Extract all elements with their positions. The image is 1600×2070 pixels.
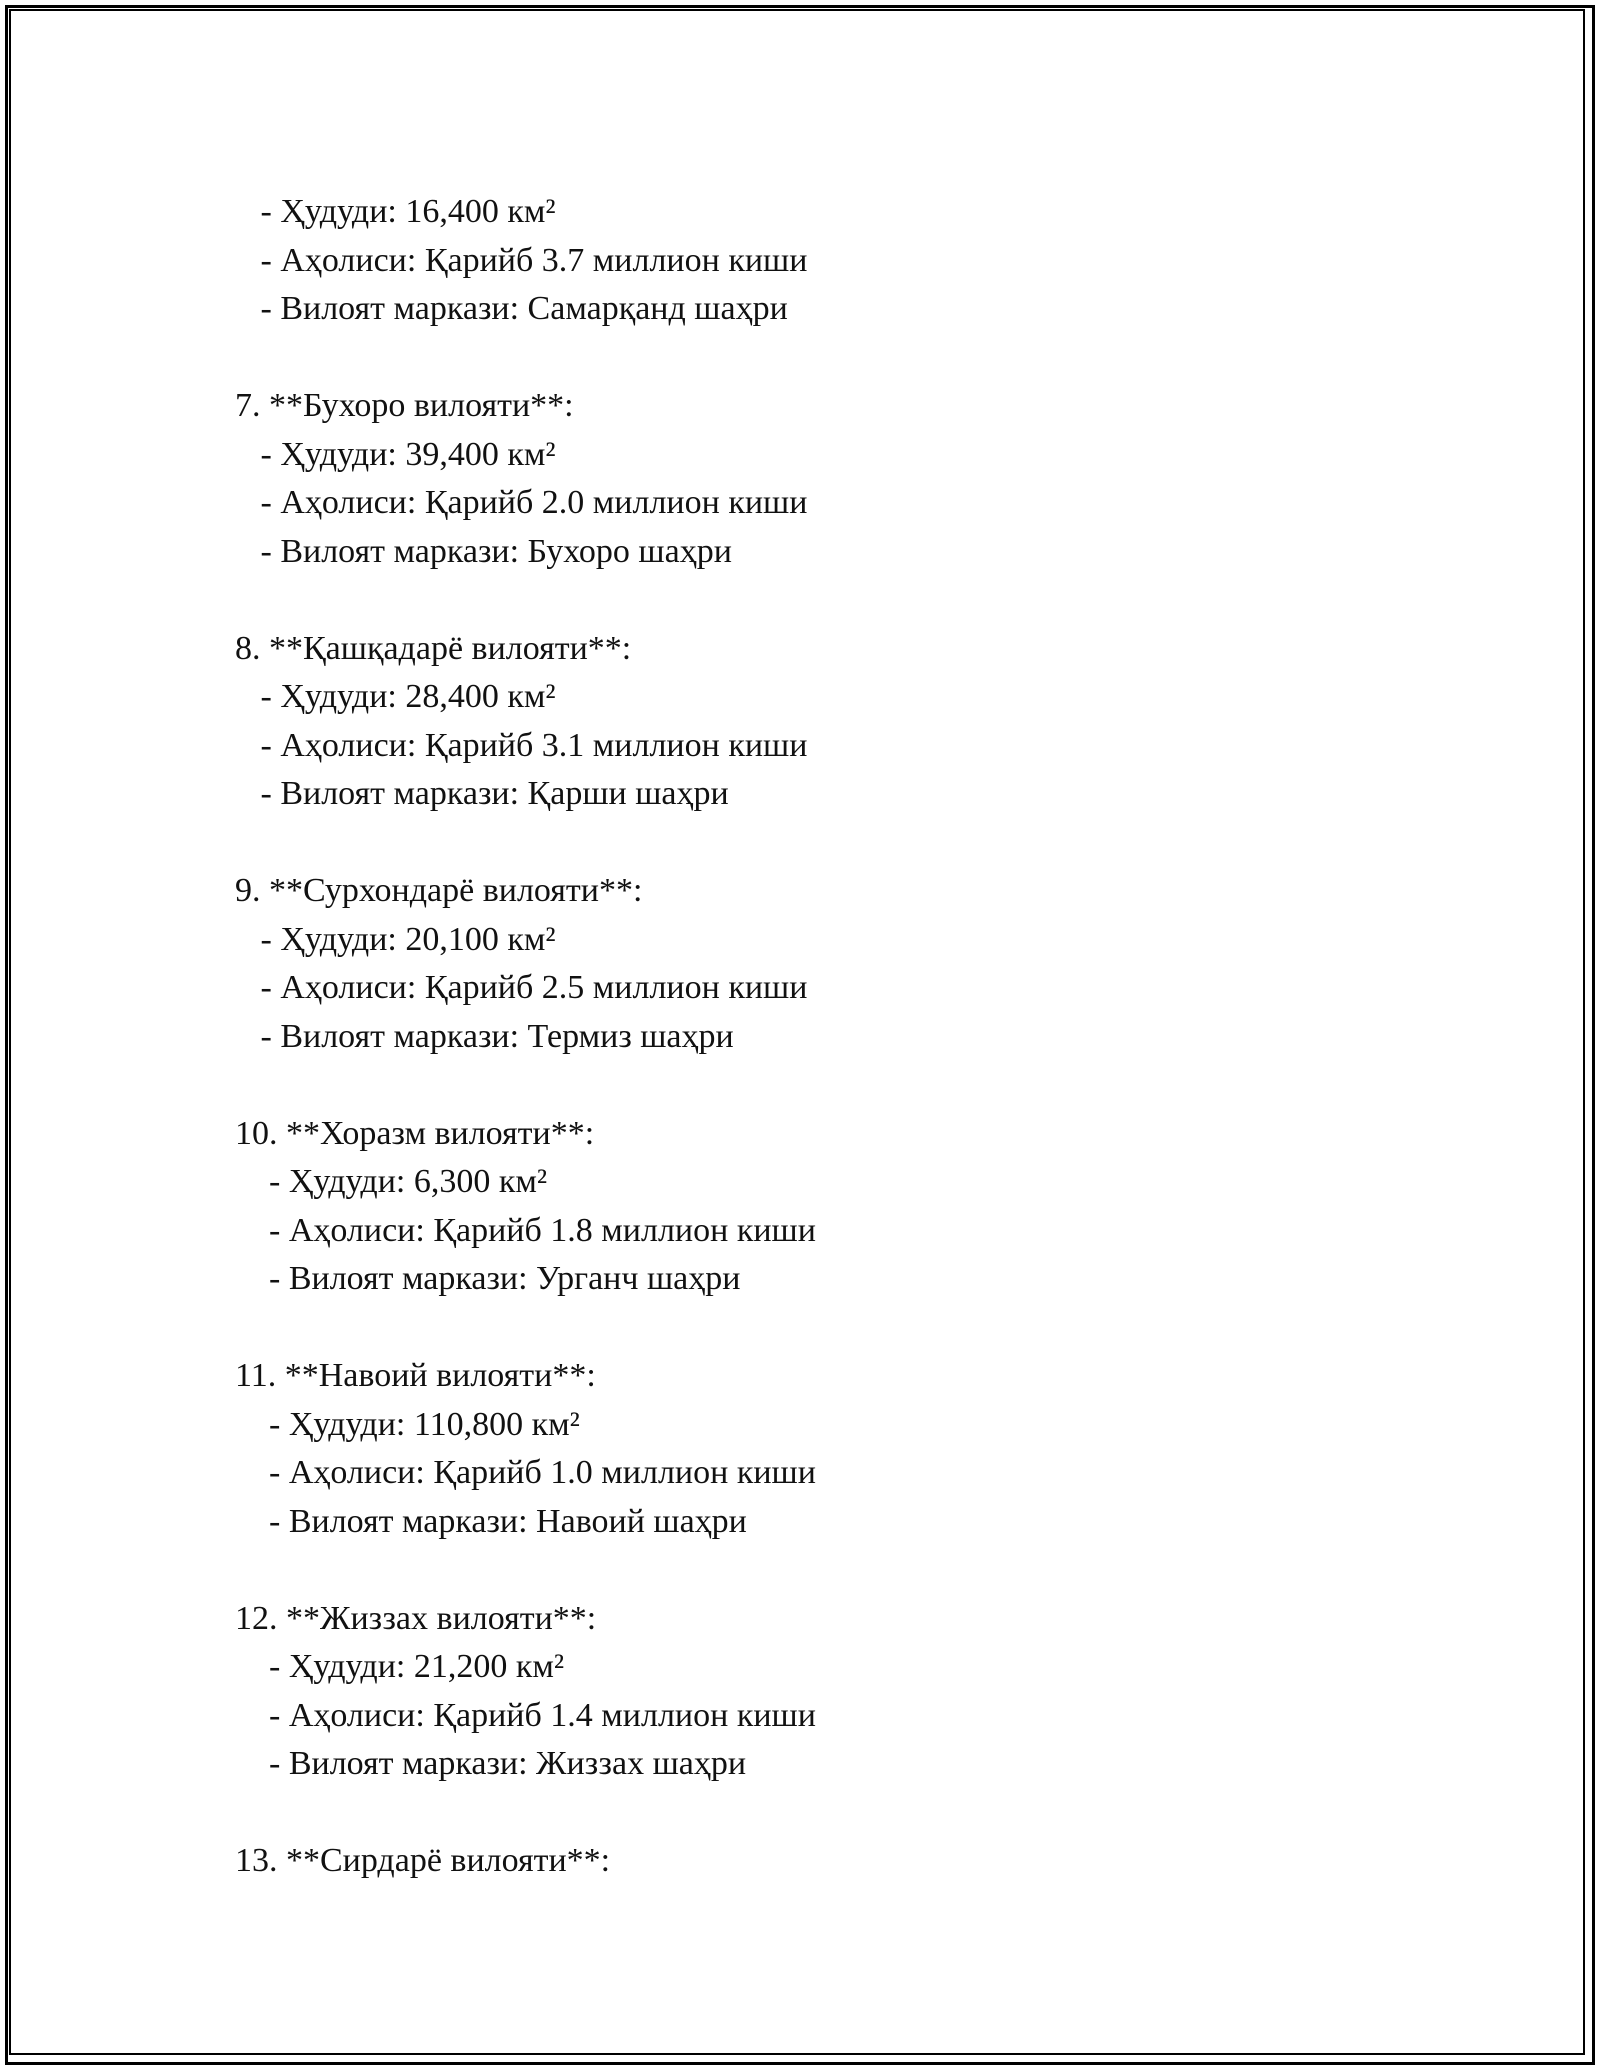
text-line: - Вилоят маркази: Бухоро шаҳри xyxy=(235,532,732,570)
list-heading: 13. **Сирдарё вилояти**: xyxy=(235,1842,611,1879)
list-heading: 11. **Навоий вилояти**: xyxy=(235,1357,596,1394)
text-line: - Ҳудуди: 39,400 км² xyxy=(235,435,556,473)
list-heading: 8. **Қашқадарё вилояти**: xyxy=(235,629,632,667)
text-line: - Аҳолиси: Қарийб 1.8 миллион киши xyxy=(235,1211,816,1249)
blank-line xyxy=(235,334,1485,383)
blank-line xyxy=(235,576,1485,625)
list-heading: 12. **Жиззах вилояти**: xyxy=(235,1599,597,1637)
text-line: - Ҳудуди: 110,800 км² xyxy=(235,1405,580,1443)
text-line: - Аҳолиси: Қарийб 2.0 миллион киши xyxy=(235,484,808,521)
blank-line xyxy=(235,1546,1485,1595)
blank-line xyxy=(235,819,1485,868)
text-line: - Аҳолиси: Қарийб 1.0 миллион киши xyxy=(235,1454,816,1491)
text-line: - Аҳолиси: Қарийб 1.4 миллион киши xyxy=(235,1696,816,1734)
text-line: - Ҳудуди: 6,300 км² xyxy=(235,1163,548,1200)
text-line: - Аҳолиси: Қарийб 3.1 миллион киши xyxy=(235,726,808,764)
text-line: - Вилоят маркази: Урганч шаҳри xyxy=(235,1260,741,1297)
blank-line xyxy=(235,1304,1485,1353)
document-body xyxy=(235,188,1485,1886)
text-line: - Вилоят маркази: Қарши шаҳри xyxy=(235,775,729,812)
text-line: - Аҳолиси: Қарийб 2.5 миллион киши xyxy=(235,969,808,1006)
text-line: - Ҳудуди: 16,400 км² xyxy=(235,193,556,230)
text-line: - Ҳудуди: 21,200 км² xyxy=(235,1648,565,1685)
text-line: - Аҳолиси: Қарийб 3.7 миллион киши xyxy=(235,241,808,279)
list-heading: 7. **Бухоро вилояти**: xyxy=(235,387,574,424)
blank-line xyxy=(235,1789,1485,1838)
text-line: - Ҳудуди: 28,400 км² xyxy=(235,678,556,715)
text-line: - Вилоят маркази: Навоий шаҳри xyxy=(235,1502,747,1540)
list-heading: 10. **Хоразм вилояти**: xyxy=(235,1114,595,1152)
text-line: - Вилоят маркази: Термиз шаҳри xyxy=(235,1017,734,1055)
text-line: - Ҳудуди: 20,100 км² xyxy=(235,920,556,958)
blank-line xyxy=(235,1061,1485,1110)
text-line: - Вилоят маркази: Жиззах шаҳри xyxy=(235,1745,747,1782)
text-line: - Вилоят маркази: Самарқанд шаҳри xyxy=(235,290,788,327)
list-heading: 9. **Сурхондарё вилояти**: xyxy=(235,872,643,909)
